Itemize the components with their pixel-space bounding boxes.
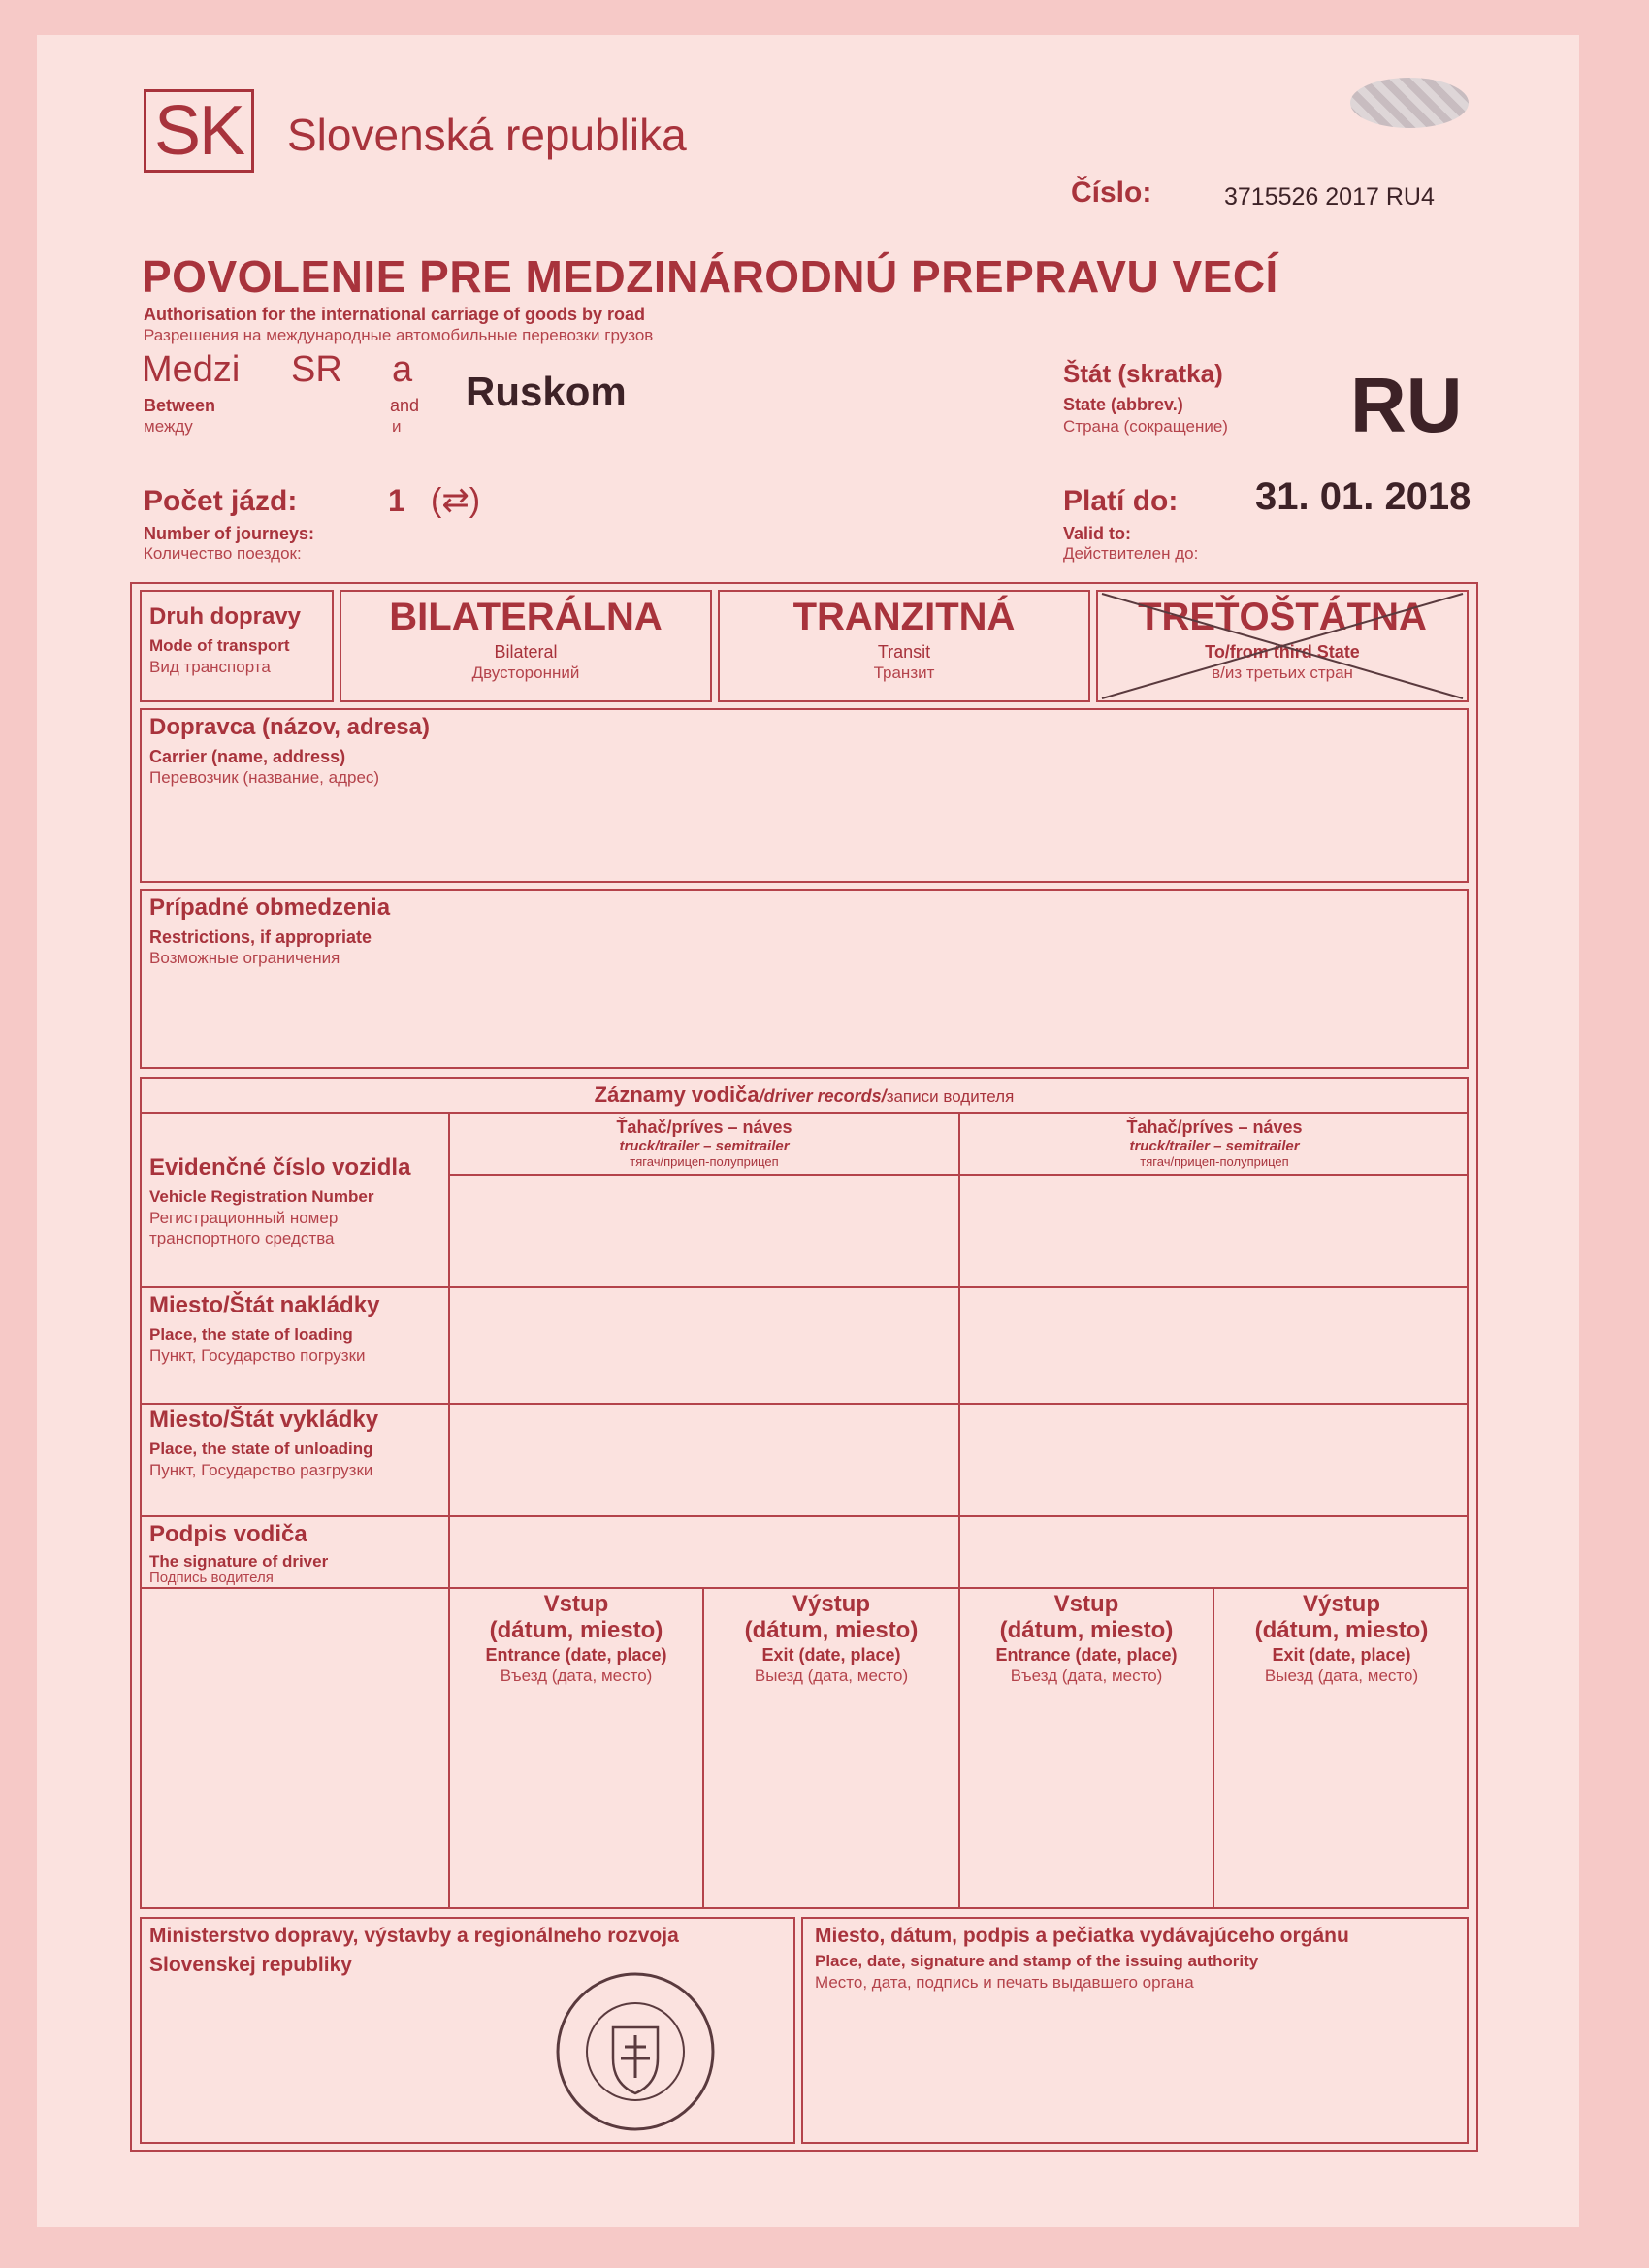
row-label-signature-ru: Подпись водителя: [149, 1570, 274, 1586]
row-divider-2: [140, 1403, 1469, 1405]
exit-header-1-en: Exit (date, place): [761, 1645, 901, 1665]
mode-label: Druh dopravy: [149, 603, 302, 630]
driver-records-title: [140, 1083, 1469, 1108]
issuer-label: Miesto, dátum, podpis a pečiatka vydávajúceho orgánu: [815, 1925, 1349, 1947]
col-header-2: Ťahač/príves – náves: [1126, 1118, 1303, 1137]
mode-third-sk: TREŤOŠTÁTNA: [1138, 596, 1427, 638]
row-label-registration-ru2: транспортного средства: [149, 1229, 335, 1247]
entry-header-2: [960, 1591, 1212, 1643]
exit-header-1-sk2: (dátum, miesto): [744, 1617, 919, 1643]
restrictions-label: Prípadné obmedzenia: [149, 894, 391, 921]
title-ru: Разрешения на международные автомобильные перевозки грузов: [144, 326, 654, 344]
and-en: and: [390, 396, 420, 415]
mode-third-en: To/from third State: [1205, 642, 1360, 662]
journeys-label-ru: Количество поездок:: [144, 544, 302, 563]
between-en: Between: [144, 396, 216, 415]
mode-transit-ru: Транзит: [873, 664, 935, 682]
row-label-registration: Evidenčné číslo vozidla: [149, 1154, 411, 1181]
restrictions-label-ru: Возможные ограничения: [149, 949, 340, 967]
journeys-label: Počet jázd:: [144, 485, 298, 517]
title-en: Authorisation for the international carriage of goods by road: [144, 305, 646, 324]
exit-header-2: [1214, 1591, 1469, 1643]
mode-third-ru: в/из третьих стран: [1212, 664, 1353, 682]
row-divider-3: [140, 1515, 1469, 1517]
carrier-label-en: Carrier (name, address): [149, 747, 346, 766]
entry-header-1-en: Entrance (date, place): [485, 1645, 667, 1665]
mode-bilateral-en: Bilateral: [494, 642, 558, 662]
exit-header-2-sk2: (dátum, miesto): [1254, 1617, 1429, 1643]
row-label-unloading: Miesto/Štát vykládky: [149, 1407, 379, 1433]
mode-transit-sk: TRANZITNÁ: [792, 596, 1016, 638]
mode-transit-en: Transit: [877, 642, 931, 662]
exit-header-1-sk1: Výstup: [792, 1591, 870, 1617]
entry-header-2-sk1: Vstup: [1053, 1591, 1119, 1617]
row-label-unloading-en: Place, the state of unloading: [149, 1440, 373, 1458]
strike-through-cross: [1096, 590, 1469, 702]
journeys-value: 1: [388, 483, 405, 518]
page-title: POVOLENIE PRE MEDZINÁRODNÚ PREPRAVU VECÍ: [142, 251, 1278, 302]
records-title-divider: [140, 1112, 1469, 1114]
ministry-line1: Ministerstvo dopravy, výstavby a regionálneho rozvoja: [149, 1925, 679, 1947]
mode-bilateral-sk: BILATERÁLNA: [389, 596, 663, 638]
row-label-unloading-ru: Пункт, Государство разгрузки: [149, 1461, 373, 1479]
col-header-1: Ťahač/príves – náves: [616, 1118, 792, 1137]
state-label-en: State (abbrev.): [1063, 395, 1183, 414]
driver-records-title-sk: Záznamy vodiča: [594, 1083, 760, 1107]
hologram-icon: [1350, 78, 1469, 128]
row-label-signature: Podpis vodiča: [149, 1521, 307, 1547]
records-col-divider-1: [448, 1112, 450, 1907]
entry-header-1-sk2: (dátum, miesto): [489, 1617, 663, 1643]
issuer-label-ru: Место, дата, подпись и печать выдавшего органа: [815, 1973, 1194, 1992]
valid-label: Platí do:: [1063, 485, 1179, 517]
country-code: SK: [153, 92, 244, 170]
carrier-label: Dopravca (názov, adresa): [149, 714, 430, 740]
state-label-ru: Страна (сокращение): [1063, 417, 1228, 436]
country-name: Slovenská republika: [287, 110, 687, 160]
col-header-2-en: truck/trailer – semitrailer: [1129, 1138, 1300, 1154]
exit-header-1-ru: Выезд (дата, место): [754, 1667, 909, 1685]
partner-state: Ruskom: [466, 369, 627, 414]
state-value: RU: [1350, 362, 1463, 448]
number-value: 3715526 2017 RU4: [1224, 183, 1435, 211]
col-header-2-ru: тягач/прицеп-полуприцеп: [1140, 1154, 1289, 1169]
col-header-1-ru: тягач/прицеп-полуприцеп: [630, 1154, 779, 1169]
col-header-divider: [450, 1174, 1469, 1176]
state-label: Štát (skratka): [1063, 359, 1223, 388]
entry-header-1-ru: Въезд (дата, место): [500, 1667, 653, 1685]
row-label-loading-en: Place, the state of loading: [149, 1325, 353, 1344]
between-ru: между: [144, 417, 193, 436]
issuer-label-en: Place, date, signature and stamp of the issuing authority: [815, 1952, 1259, 1970]
mode-label-en: Mode of transport: [149, 636, 290, 655]
between-medzi: Medzi: [142, 349, 241, 390]
row-label-loading: Miesto/Štát nakládky: [149, 1292, 380, 1318]
row-label-loading-ru: Пункт, Государство погрузки: [149, 1346, 366, 1365]
records-col-divider-2: [958, 1112, 960, 1907]
row-divider-4: [140, 1587, 1469, 1589]
exit-header-2-ru: Выезд (дата, место): [1264, 1667, 1419, 1685]
journeys-label-en: Number of journeys:: [144, 524, 315, 543]
entry-header-2-en: Entrance (date, place): [995, 1645, 1178, 1665]
ministry-line2: Slovenskej republiky: [149, 1954, 352, 1976]
exit-header-2-sk1: Výstup: [1302, 1591, 1380, 1617]
round-trip-icon: (⇄): [431, 482, 481, 519]
entry-header-1: [450, 1591, 702, 1643]
entry-header-1-sk1: Vstup: [543, 1591, 609, 1617]
exit-header-2-en: Exit (date, place): [1272, 1645, 1411, 1665]
row-divider-1: [140, 1286, 1469, 1288]
ministry-stamp-icon: [553, 1969, 718, 2134]
entry-header-2-sk2: (dátum, miesto): [999, 1617, 1174, 1643]
and-ru: и: [392, 417, 402, 436]
country-code-box: [144, 89, 254, 173]
driver-records-title-ru: записи водителя: [886, 1087, 1015, 1106]
carrier-label-ru: Перевозчик (название, адрес): [149, 768, 380, 787]
valid-label-en: Valid to:: [1063, 524, 1132, 543]
row-label-registration-ru1: Регистрационный номер: [149, 1209, 339, 1227]
driver-records-title-en: /driver records/: [759, 1086, 887, 1106]
valid-value: 31. 01. 2018: [1255, 475, 1471, 518]
entry-header-2-ru: Въезд (дата, место): [1010, 1667, 1163, 1685]
between-sr: SR: [291, 349, 342, 390]
mode-label-ru: Вид транспорта: [149, 658, 271, 676]
row-label-registration-en: Vehicle Registration Number: [149, 1187, 374, 1206]
restrictions-label-en: Restrictions, if appropriate: [149, 927, 372, 947]
exit-header-1: [704, 1591, 958, 1643]
valid-label-ru: Действителен до:: [1063, 544, 1199, 563]
between-a: a: [392, 349, 413, 390]
col-header-1-en: truck/trailer – semitrailer: [619, 1138, 790, 1154]
number-label: Číslo:: [1071, 177, 1152, 209]
mode-bilateral-ru: Двусторонний: [471, 664, 580, 682]
row-label-signature-en: The signature of driver: [149, 1552, 329, 1571]
